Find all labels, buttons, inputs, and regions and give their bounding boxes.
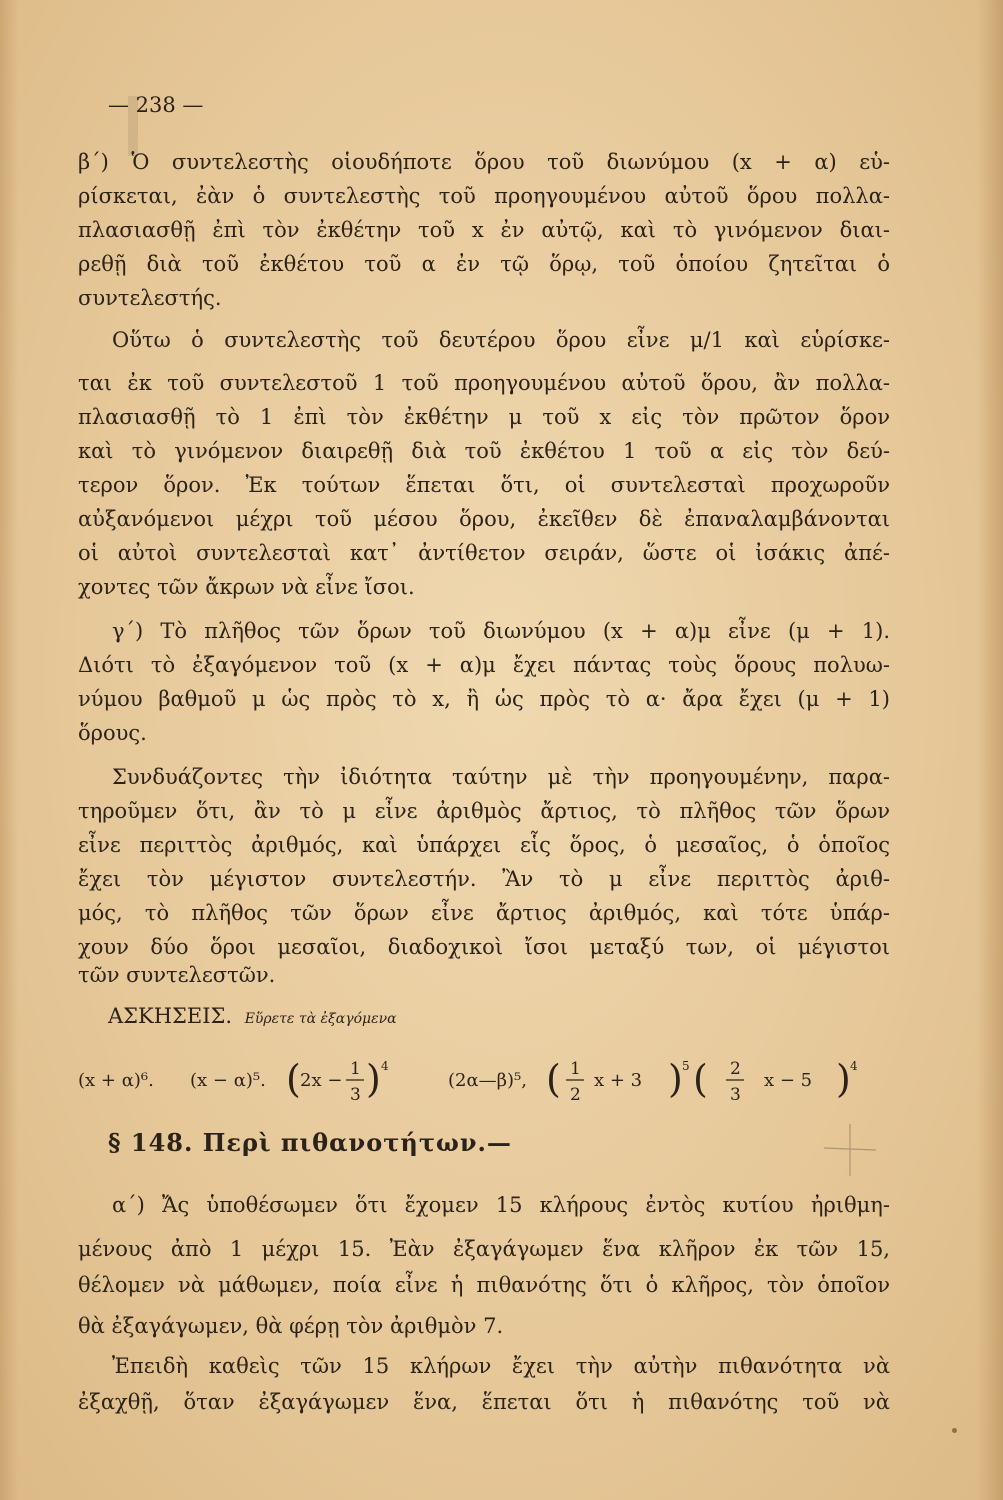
text-line: γ΄) Τὸ πλῆθος τῶν ὅρων τοῦ διωνύμου (x + α)μ εἶνε (μ + 1). (112, 619, 890, 643)
formula-term: 2x − (300, 1070, 343, 1091)
paren-close: ) (366, 1057, 381, 1101)
text-line: α΄) Ἄς ὑποθέσωμεν ὅτι ἔχομεν 15 κλήρους ἐντὸς κυτίου ἠριθμη- (112, 1193, 890, 1217)
fraction-numerator: 2 (730, 1059, 741, 1079)
text-line: συντελεστής. (78, 286, 222, 310)
page-number: — 238 — (108, 93, 204, 117)
formula-term: x + 3 (594, 1070, 643, 1091)
text-line: ρεθῇ διὰ τοῦ ἐκθέτου τοῦ α ἐν τῷ ὅρῳ, τοῦ ὁποίου ζητεῖται ὁ (78, 252, 890, 276)
text-line: Διότι τὸ ἐξαγόμενον τοῦ (x + α)μ ἔχει πάντας τοὺς ὅρους πολυω- (78, 653, 890, 677)
exercises-label (108, 1004, 397, 1028)
text-line: ὅρους. (78, 721, 147, 745)
text-line: χοντες τῶν ἄκρων νὰ εἶνε ἴσοι. (78, 575, 415, 599)
text-line: μός, τὸ πλῆθος τῶν ὅρων εἶνε ἄρτιος ἀριθμός, καὶ τότε ὑπάρ- (78, 901, 890, 925)
text-line: μένους ἀπὸ 1 μέχρι 15. Ἐὰν ἐξαγάγωμεν ἕνα κλῆρον ἐκ τῶν 15, (78, 1237, 890, 1261)
text-line: τηροῦμεν ὅτι, ἂν τὸ μ εἶνε ἀριθμὸς ἄρτιος, τὸ πλῆθος τῶν ὅρων (78, 799, 890, 823)
text-line: αὐξανόμενοι μέχρι τοῦ μέσου ὅρου, ἐκεῖθεν δὲ ἐπαναλαμβάνονται (78, 507, 890, 531)
fraction-denominator: 3 (350, 1085, 361, 1105)
formula-term: (x − α)⁵. (190, 1070, 266, 1091)
text-line: ἐξαχθῇ, ὅταν ἐξαγάγωμεν ἕνα, ἕπεται ὅτι ἡ πιθανότης τοῦ νὰ (78, 1390, 890, 1414)
fraction-numerator: 1 (350, 1059, 361, 1079)
text-line: πλασιασθῇ ἐπὶ τὸν ἐκθέτην τοῦ x ἐν αὐτῷ, καὶ τὸ γινόμενον διαι- (78, 218, 890, 242)
exercise-formulas (78, 1050, 890, 1110)
text-line: τῶν συντελεστῶν. (78, 963, 276, 987)
fraction-denominator: 2 (570, 1085, 581, 1105)
text-line: ρίσκεται, ἐὰν ὁ συντελεστὴς τοῦ προηγουμένου αὐτοῦ ὅρου πολλα- (78, 184, 890, 208)
text-line: Συνδυάζοντες τὴν ἰδιότητα ταύτην μὲ τὴν προηγουμένην, παρα- (112, 765, 890, 789)
text-line: Ἐπειδὴ καθεὶς τῶν 15 κλήρων ἔχει τὴν αὐτὴν πιθανότητα νὰ (112, 1354, 890, 1378)
text-line: ται ἐκ τοῦ συντελεστοῦ 1 τοῦ προηγουμένου αὐτοῦ ὅρου, ἂν πολλα- (78, 371, 890, 395)
paren-open: ( (693, 1057, 708, 1101)
formula-term: (x + α)⁶. (78, 1070, 154, 1091)
text-line: Οὕτω ὁ συντελεστὴς τοῦ δευτέρου ὅρου εἶνε μ/1 καὶ εὑρίσκε- (112, 328, 890, 352)
text-line: θέλομεν νὰ μάθωμεν, ποία εἶνε ἡ πιθανότης ὅτι ὁ κλῆρος, τὸν ὁποῖον (78, 1273, 890, 1297)
text-line: ἔχει τὸν μέγιστον συντελεστήν. Ἂν τὸ μ εἶνε περιττὸς ἀριθ- (78, 867, 890, 891)
text-line: θὰ ἐξαγάγωμεν, θὰ φέρῃ τὸν ἀριθμὸν 7. (78, 1314, 504, 1338)
fraction-denominator: 3 (730, 1085, 741, 1105)
text-line: β΄) Ὁ συντελεστὴς οἱουδήποτε ὅρου τοῦ διωνύμου (x + α) εὑ- (78, 150, 890, 174)
text-line: καὶ τὸ γινόμενον διαιρεθῇ διὰ τοῦ ἐκθέτου 1 τοῦ α εἰς τὸν δεύ- (78, 439, 890, 463)
page-edge-shadow-left (0, 0, 18, 1500)
ink-spot (952, 1428, 957, 1433)
text-line: τερον ὅρον. Ἐκ τούτων ἕπεται ὅτι, οἱ συντελεσταὶ προχωροῦν (78, 473, 890, 497)
paren-close: ) (668, 1057, 683, 1101)
paren-open: ( (546, 1057, 561, 1101)
section-heading: § 148. Περὶ πιθανοτήτων.— (108, 1128, 512, 1157)
formula-term: x − 5 (764, 1070, 813, 1091)
page-edge-shadow-right (977, 0, 1003, 1500)
exercises-title: ΑΣΚΗΣΕΙΣ. (108, 1004, 233, 1028)
fraction-numerator: 1 (570, 1059, 581, 1079)
pencil-mark (820, 1120, 880, 1180)
exponent: 4 (850, 1059, 858, 1073)
text-line: χουν δύο ὅροι μεσαῖοι, διαδοχικοὶ ἴσοι μεταξύ των, οἱ μέγιστοι (78, 935, 890, 959)
text-line: εἶνε περιττὸς ἀριθμός, καὶ ὑπάρχει εἷς ὅρος, ὁ μεσαῖος, ὁ ὁποῖος (78, 833, 890, 857)
text-line: πλασιασθῇ τὸ 1 ἐπὶ τὸν ἐκθέτην μ τοῦ x εἰς τὸν πρῶτον ὅρον (78, 405, 890, 429)
paren-open: ( (286, 1057, 301, 1101)
formula-term: (2α—β)⁵, (448, 1070, 527, 1091)
paren-close: ) (836, 1057, 851, 1101)
exercises-instruction: Εὕρετε τὰ ἐξαγόμενα (244, 1011, 397, 1027)
text-line: νύμου βαθμοῦ μ ὡς πρὸς τὸ x, ἢ ὡς πρὸς τὸ α· ἄρα ἔχει (μ + 1) (78, 687, 890, 711)
exponent: 4 (381, 1059, 389, 1073)
text-line: οἱ αὐτοὶ συντελεσταὶ κατ᾿ ἀντίθετον σειράν, ὥστε οἱ ἰσάκις ἀπέ- (78, 541, 890, 565)
exponent: 5 (682, 1059, 690, 1073)
